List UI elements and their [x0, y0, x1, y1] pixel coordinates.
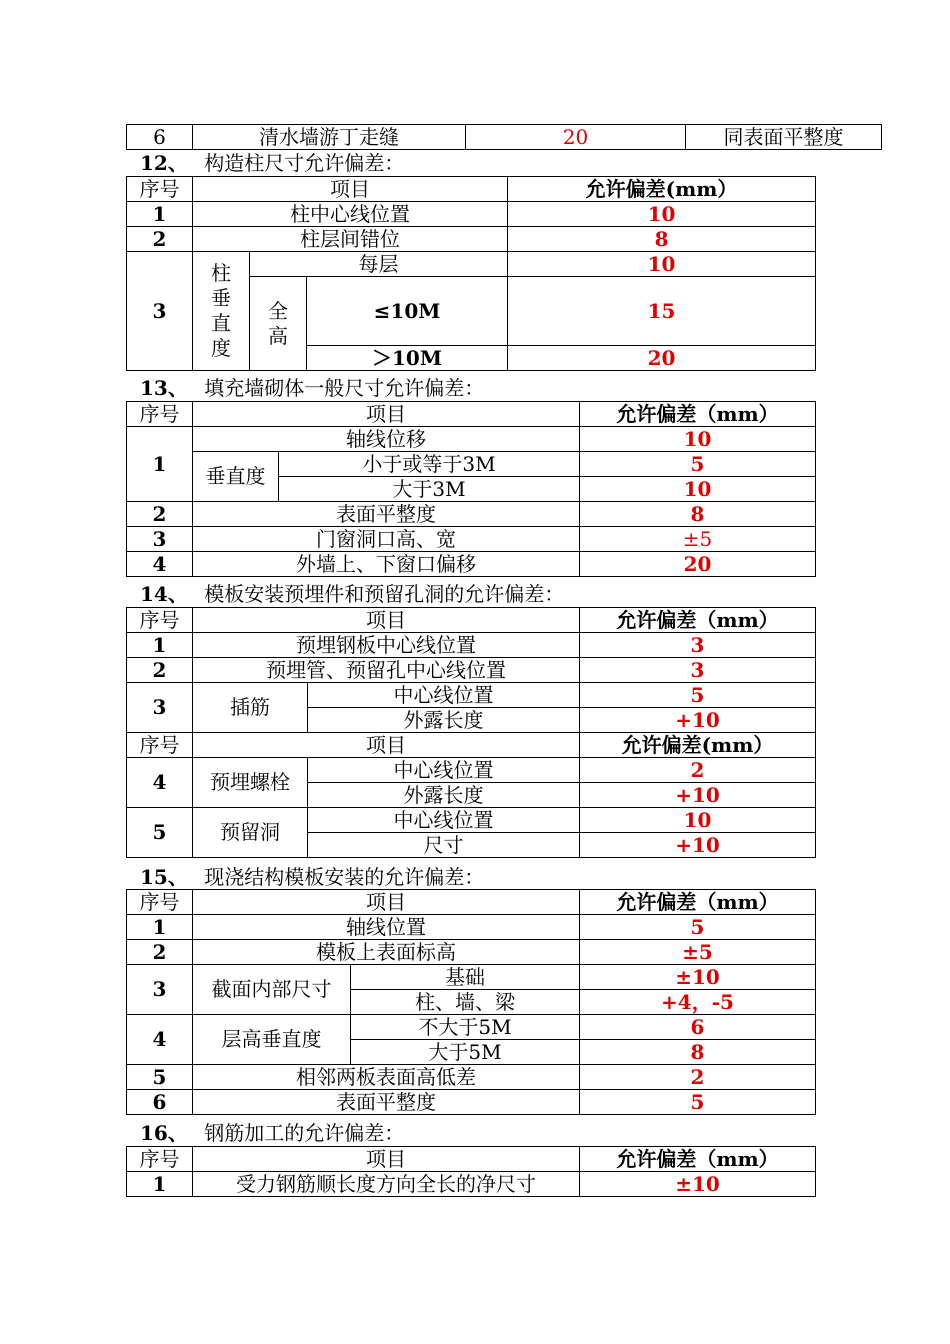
- item-cell: 柱层间错位: [193, 227, 508, 252]
- header-tolerance: 允许偏差(mm）: [508, 177, 816, 202]
- section-text: 模板安装预埋件和预留孔洞的允许偏差：: [204, 582, 565, 606]
- table-14: [126, 607, 816, 858]
- item-cell: 预埋管、预留孔中心线位置: [193, 658, 580, 683]
- table-header: [127, 890, 816, 915]
- header-tolerance: 允许偏差（mm）: [580, 1147, 816, 1172]
- tolerance-cell: 10: [580, 427, 816, 452]
- section-14-title: [140, 582, 564, 606]
- item-cell: 模板上表面标高: [193, 940, 580, 965]
- table-row: [127, 502, 816, 527]
- item-cell: 基础: [351, 965, 580, 990]
- tolerance-cell: 8: [580, 502, 816, 527]
- tolerance-cell: ±5: [580, 527, 816, 552]
- section-text: 现浇结构模板安装的允许偏差：: [204, 865, 485, 889]
- tolerance-cell: 10: [508, 252, 816, 277]
- table-row: [127, 552, 816, 577]
- group-cell: 层高垂直度: [193, 1015, 351, 1065]
- tolerance-cell: 5: [580, 1090, 816, 1115]
- tolerance-cell: +4，-5: [580, 990, 816, 1015]
- header-item: 项目: [193, 608, 580, 633]
- section-text: 钢筋加工的允许偏差：: [204, 1121, 405, 1145]
- seq-cell: 1: [127, 202, 193, 227]
- seq-cell: 2: [127, 658, 193, 683]
- section-text: 填充墙砌体一般尺寸允许偏差：: [204, 376, 485, 400]
- tolerance-cell: ±10: [580, 1172, 816, 1197]
- seq-cell: 3: [127, 683, 193, 733]
- section-16-title: [140, 1121, 404, 1145]
- header-item: 项目: [193, 1147, 580, 1172]
- table-row: [127, 633, 816, 658]
- tolerance-cell: 20: [508, 346, 816, 371]
- tolerance-cell: 10: [580, 808, 816, 833]
- table-12: [126, 176, 816, 371]
- table-header: [127, 733, 816, 758]
- tolerance-cell: +10: [580, 783, 816, 808]
- item-cell: 受力钢筋顺长度方向全长的净尺寸: [193, 1172, 580, 1197]
- table-row: [127, 252, 816, 277]
- group-cell: 预留洞: [193, 808, 308, 858]
- tolerance-cell: 5: [580, 452, 816, 477]
- tolerance-cell: 8: [580, 1040, 816, 1065]
- seq-cell: 2: [127, 940, 193, 965]
- item-cell: 轴线位置: [193, 915, 580, 940]
- table-row: [127, 527, 816, 552]
- tolerance-cell: 5: [580, 683, 816, 708]
- header-seq: 序号: [127, 733, 193, 758]
- table-row: [127, 427, 816, 452]
- seq-cell: 5: [127, 1065, 193, 1090]
- table-15: [126, 889, 816, 1115]
- group-cell: 截面内部尺寸: [193, 965, 351, 1015]
- item-cell: 表面平整度: [193, 502, 580, 527]
- table-row: [127, 202, 816, 227]
- item-cell: 不大于5M: [351, 1015, 580, 1040]
- item-cell: 轴线位移: [193, 427, 580, 452]
- seq-cell: 1: [127, 427, 193, 502]
- item-cell: 外墙上、下窗口偏移: [193, 552, 580, 577]
- item-cell: ≤10M: [307, 277, 508, 346]
- section-number: 14、: [140, 582, 188, 606]
- section-13-title: [140, 376, 484, 400]
- table-row: [127, 125, 882, 150]
- tolerance-cell: 2: [580, 1065, 816, 1090]
- table-16: [126, 1146, 816, 1197]
- header-seq: 序号: [127, 177, 193, 202]
- seq-cell: 3: [127, 252, 193, 371]
- item-cell: 小于或等于3M: [279, 452, 580, 477]
- header-seq: 序号: [127, 890, 193, 915]
- table-row: [127, 808, 816, 833]
- tolerance-cell: 10: [580, 477, 816, 502]
- tolerance-cell: +10: [580, 833, 816, 858]
- table-row: [127, 1090, 816, 1115]
- item-cell: ＞10M: [307, 346, 508, 371]
- table-row: [127, 1172, 816, 1197]
- seq-cell: 3: [127, 527, 193, 552]
- item-cell: 表面平整度: [193, 1090, 580, 1115]
- table-row: [127, 452, 816, 477]
- item-cell: 每层: [250, 252, 508, 277]
- table-header: [127, 177, 816, 202]
- seq-cell: 4: [127, 1015, 193, 1065]
- seq-cell: 2: [127, 502, 193, 527]
- seq-cell: 4: [127, 552, 193, 577]
- section-number: 12、: [140, 151, 188, 175]
- header-item: 项目: [193, 890, 580, 915]
- seq-cell: 1: [127, 915, 193, 940]
- seq-cell: 5: [127, 808, 193, 858]
- table-row: [127, 227, 816, 252]
- tolerance-cell: 20: [580, 552, 816, 577]
- header-item: 项目: [193, 733, 580, 758]
- note-cell: 同表面平整度: [686, 125, 882, 150]
- header-tolerance: 允许偏差(mm）: [580, 733, 816, 758]
- item-cell: 中心线位置: [308, 683, 580, 708]
- section-text: 构造柱尺寸允许偏差：: [204, 151, 405, 175]
- subgroup-label: 全高: [268, 298, 288, 348]
- item-cell: 柱、墙、梁: [351, 990, 580, 1015]
- seq-cell: 3: [127, 965, 193, 1015]
- header-tolerance: 允许偏差（mm）: [580, 890, 816, 915]
- item-cell: 柱中心线位置: [193, 202, 508, 227]
- tolerance-cell: 8: [508, 227, 816, 252]
- table-header: [127, 608, 816, 633]
- item-cell: 外露长度: [308, 783, 580, 808]
- tolerance-cell: 3: [580, 658, 816, 683]
- seq-cell: 1: [127, 633, 193, 658]
- group-cell: 插筋: [193, 683, 308, 733]
- table-row: [127, 915, 816, 940]
- tolerance-cell: 20: [466, 125, 686, 150]
- tolerance-cell: 3: [580, 633, 816, 658]
- seq-cell: 1: [127, 1172, 193, 1197]
- item-cell: 尺寸: [308, 833, 580, 858]
- seq-cell: 6: [127, 125, 193, 150]
- section-number: 16、: [140, 1121, 188, 1145]
- item-cell: 相邻两板表面高低差: [193, 1065, 580, 1090]
- tolerance-cell: 6: [580, 1015, 816, 1040]
- seq-cell: 2: [127, 227, 193, 252]
- item-cell: 中心线位置: [308, 758, 580, 783]
- table-row: [127, 1015, 816, 1040]
- header-item: 项目: [193, 177, 508, 202]
- header-seq: 序号: [127, 1147, 193, 1172]
- table-row: [127, 1065, 816, 1090]
- table-row: [127, 965, 816, 990]
- seq-cell: 4: [127, 758, 193, 808]
- table-header: [127, 1147, 816, 1172]
- group-cell: 预埋螺栓: [193, 758, 308, 808]
- table-row: [127, 940, 816, 965]
- tolerance-cell: 10: [508, 202, 816, 227]
- section-number: 15、: [140, 865, 188, 889]
- table-row: [127, 658, 816, 683]
- item-cell: 清水墙游丁走缝: [193, 125, 466, 150]
- item-cell: 门窗洞口高、宽: [193, 527, 580, 552]
- table-row: [127, 758, 816, 783]
- item-cell: 预埋钢板中心线位置: [193, 633, 580, 658]
- tolerance-cell: 5: [580, 915, 816, 940]
- item-cell: 大于3M: [279, 477, 580, 502]
- section-12-title: [140, 151, 404, 175]
- tolerance-cell: +10: [580, 708, 816, 733]
- header-tolerance: 允许偏差（mm）: [580, 608, 816, 633]
- section-15-title: [140, 865, 484, 889]
- group-cell: 垂直度: [193, 452, 279, 502]
- tolerance-cell: ±5: [580, 940, 816, 965]
- group-label: 柱垂直度: [211, 261, 231, 360]
- header-seq: 序号: [127, 608, 193, 633]
- subgroup-cell: [250, 277, 307, 371]
- group-cell: [193, 252, 250, 371]
- header-item: 项目: [193, 402, 580, 427]
- table-continuation: [126, 124, 882, 150]
- header-seq: 序号: [127, 402, 193, 427]
- header-tolerance: 允许偏差（mm）: [580, 402, 816, 427]
- item-cell: 大于5M: [351, 1040, 580, 1065]
- section-number: 13、: [140, 376, 188, 400]
- tolerance-cell: 2: [580, 758, 816, 783]
- item-cell: 外露长度: [308, 708, 580, 733]
- tolerance-cell: ±10: [580, 965, 816, 990]
- table-13: [126, 401, 816, 577]
- tolerance-cell: 15: [508, 277, 816, 346]
- seq-cell: 6: [127, 1090, 193, 1115]
- table-header: [127, 402, 816, 427]
- table-row: [127, 683, 816, 708]
- item-cell: 中心线位置: [308, 808, 580, 833]
